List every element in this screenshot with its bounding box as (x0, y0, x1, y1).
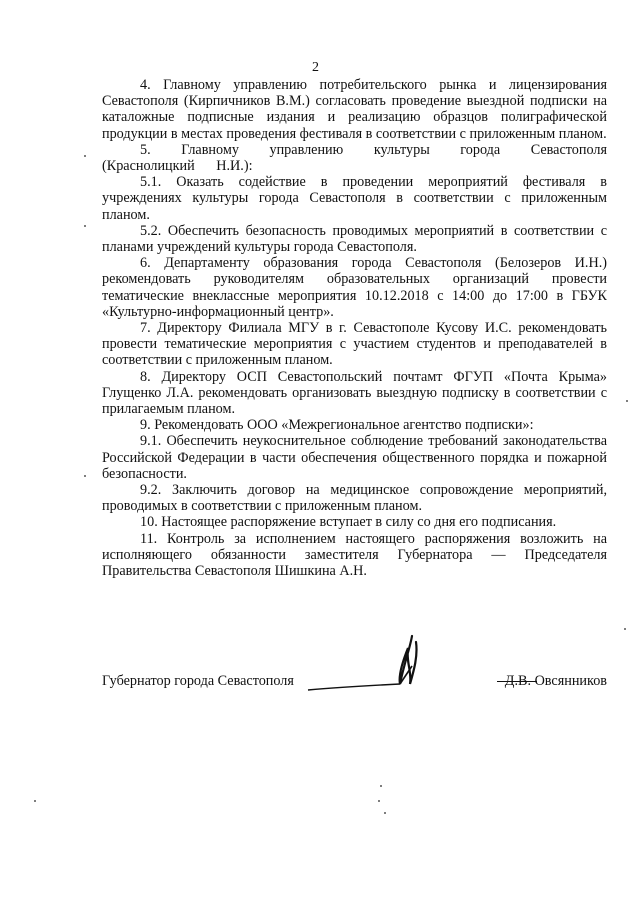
paragraph-5-1: 5.1. Оказать содействие в проведении мероприятий фестиваля в учреждениях культуры города Севастополя в соответствии с приложенным планом. (102, 174, 607, 223)
scan-speck (34, 800, 36, 802)
scan-speck (84, 475, 86, 477)
scan-speck (384, 812, 386, 814)
paragraph-10: 10. Настоящее распоряжение вступает в силу со дня его подписания. (140, 514, 557, 531)
paragraph-4: 4. Главному управлению потребительского рынка и лицензирования Севастополя (Кирпичников В.М.) согласовать проведение выездной подписки на каталожные подписные издания и реализацию образцов полиграфической продукции в местах проведения фестиваля в соответствии с приложенным планом. (102, 77, 607, 142)
paragraph-9: 9. Рекомендовать ООО «Межрегиональное агентство подписки»: (140, 417, 534, 434)
scan-speck (624, 628, 626, 630)
page-number: 2 (312, 60, 319, 75)
scan-speck (84, 225, 86, 227)
scan-speck (378, 800, 380, 802)
paragraph-7: 7. Директору Филиала МГУ в г. Севастополе Кусову И.С. рекомендовать провести тематические мероприятия с участием студентов и преподавателей в соответствии с приложенным планом. (102, 320, 607, 369)
signatory-name: Д.В. Овсянников (504, 673, 607, 689)
paragraph-5-2: 5.2. Обеспечить безопасность проводимых мероприятий в соответствии с планами учреждений культуры города Севастополя. (102, 222, 607, 256)
paragraph-9-1: 9.1. Обеспечить неукоснительное соблюдение требований законодательства Российской Федерации в части обеспечения общественного порядка и пожарной безопасности. (102, 433, 607, 482)
scan-speck (380, 785, 382, 787)
scan-speck (84, 155, 86, 157)
paragraph-5: 5. Главному управлению культуры города Севастополя (Краснолицкий Н.И.): (102, 141, 607, 175)
paragraph-8: 8. Директору ОСП Севастопольский почтамт ФГУП «Почта Крыма» Глущенко Л.А. рекомендовать организовать выездную подписку в соответствии с прилагаемым планом. (102, 368, 607, 418)
handwritten-signature (300, 628, 420, 698)
paragraph-11: 11. Контроль за исполнением настоящего распоряжения возложить на исполняющего обязанности заместителя Губернатора — Председателя Правительства Севастополя Шишкина А.Н. (102, 530, 607, 580)
scan-speck (626, 400, 628, 402)
paragraph-6: 6. Департаменту образования города Севастополя (Белозеров И.Н.) рекомендовать руководителям образовательных организаций провести тематические внеклассные мероприятия 10.12.2018 с 14:00 до 17:00 в ГБУК «Культурно-информационный центр». (102, 255, 607, 320)
paragraph-9-2: 9.2. Заключить договор на медицинское сопровождение мероприятий, проводимых в соответствии с приложенным планом. (102, 482, 607, 515)
signatory-title: Губернатор города Севастополя (102, 673, 294, 689)
document-body (102, 77, 607, 579)
